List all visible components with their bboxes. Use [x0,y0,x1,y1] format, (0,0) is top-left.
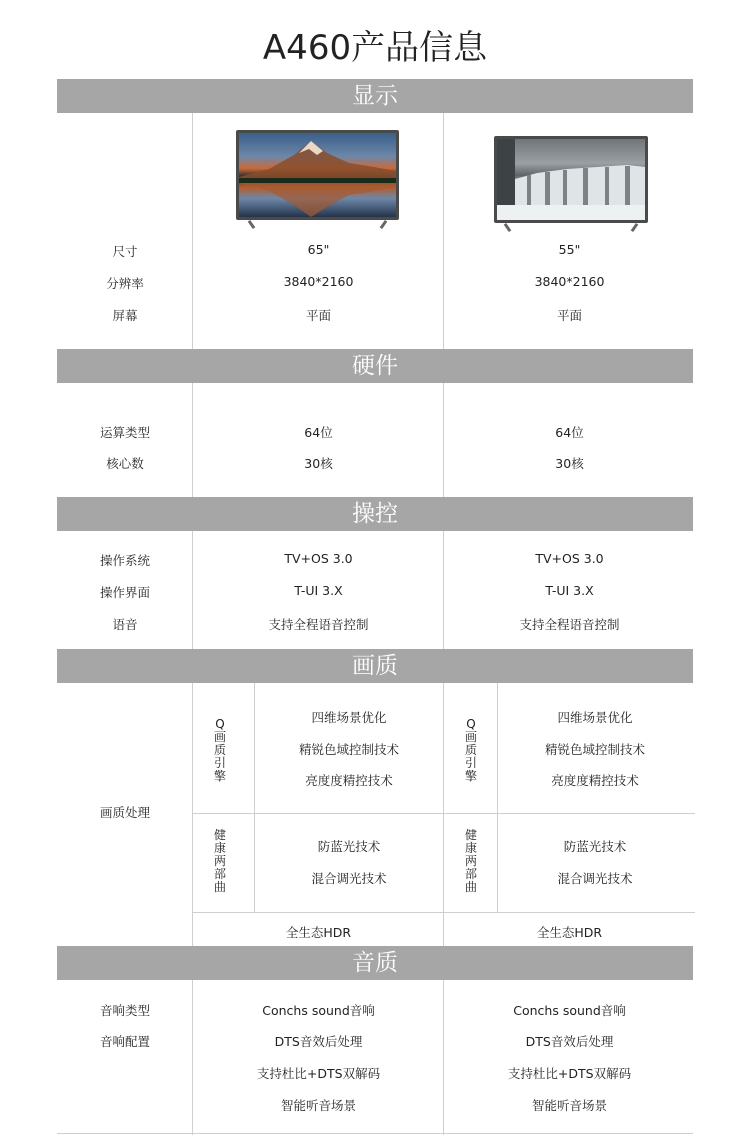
section-header-picture: 画质 [57,649,693,683]
section-header-audio: 音质 [57,946,693,980]
audio-item-1-1: Conchs sound音响 [262,1003,375,1018]
engine-item-2-3: 亮度度精控技术 [551,773,639,788]
value-os-2: TV+OS 3.0 [535,551,604,566]
eye-label-1: 健康两部曲 [213,828,226,894]
audio-item-2-4: 智能听音场景 [531,1098,607,1113]
value-ui-1: T-UI 3.X [294,583,343,598]
eye-item-1-2: 混合调光技术 [311,871,387,886]
eye-item-1-1: 防蓝光技术 [317,839,381,854]
engine-item-1-1: 四维场景优化 [311,710,387,725]
eye-label-2: 健康两部曲 [464,828,477,894]
audio-item-1-4: 智能听音场景 [280,1098,356,1113]
divider [193,813,695,814]
hdr-2: 全生态HDR [536,925,603,940]
value-cores-2: 30核 [555,456,584,471]
value-os-1: TV+OS 3.0 [284,551,353,566]
value-compute-type-1: 64位 [304,425,333,440]
audio-item-1-3: 支持杜比+DTS双解码 [256,1066,381,1081]
engine-label-1: Q画质引擎 [213,717,226,783]
value-screen-65: 平面 [305,308,331,323]
value-size-55: 55" [558,242,581,257]
bottom-border [57,1133,693,1134]
value-voice-2: 支持全程语音控制 [519,617,620,632]
section-header-control: 操控 [57,497,693,531]
value-voice-1: 支持全程语音控制 [268,617,369,632]
value-resolution-55: 3840*2160 [534,274,605,289]
label-size: 尺寸 [112,244,138,259]
eye-item-2-2: 混合调光技术 [557,871,633,886]
audio-item-2-1: Conchs sound音响 [513,1003,626,1018]
section-header-display: 显示 [57,79,693,113]
value-resolution-65: 3840*2160 [283,274,354,289]
engine-item-1-3: 亮度度精控技术 [305,773,393,788]
eye-item-2-1: 防蓝光技术 [563,839,627,854]
section-header-hardware: 硬件 [57,349,693,383]
audio-item-2-3: 支持杜比+DTS双解码 [507,1066,632,1081]
engine-item-2-2: 精锐色域控制技术 [544,742,645,757]
value-ui-2: T-UI 3.X [545,583,594,598]
tv-65-image [236,130,399,233]
audio-item-2-2: DTS音效后处理 [525,1034,614,1049]
label-os: 操作系统 [99,553,150,568]
engine-label-2: Q画质引擎 [464,717,477,783]
audio-item-1-2: DTS音效后处理 [274,1034,363,1049]
value-screen-55: 平面 [556,308,582,323]
label-picture-processing: 画质处理 [99,805,150,820]
divider [193,912,695,913]
label-speaker-type: 音响类型 [99,1003,150,1018]
label-voice: 语音 [112,617,138,632]
label-ui: 操作界面 [99,585,150,600]
page-title: A460产品信息 [262,28,488,68]
engine-item-1-2: 精锐色域控制技术 [298,742,399,757]
hdr-1: 全生态HDR [285,925,352,940]
value-cores-1: 30核 [304,456,333,471]
label-cores: 核心数 [106,456,144,471]
label-resolution: 分辨率 [106,276,144,291]
label-screen: 屏幕 [112,308,138,323]
value-size-65: 65" [307,242,330,257]
engine-item-2-1: 四维场景优化 [557,710,633,725]
label-compute-type: 运算类型 [99,425,150,440]
tv-55-image [494,136,648,234]
value-compute-type-2: 64位 [555,425,584,440]
label-speaker-config: 音响配置 [99,1034,150,1049]
